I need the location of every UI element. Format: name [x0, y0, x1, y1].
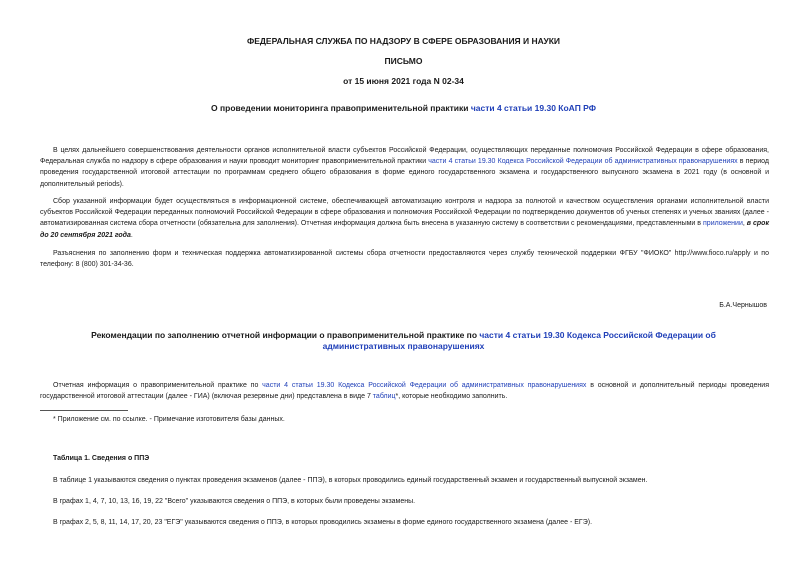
document-subject [0, 103, 807, 113]
tables-link[interactable]: таблиц [372, 393, 396, 401]
paragraph-1-text: В целях дальнейшего совершенствования деятельности органов исполнительной власти субъектов Российской Федерации, осуществляющих переданные полномочия Российской Федерации в сфере образования, Федеральная служба по надзору в сфере образования и науки проводит мониторинг правоприменительной практики [40, 147, 769, 166]
intro-text: Отчетная информация о правоприменительной практике по [53, 382, 263, 389]
appendix-link[interactable]: приложении [703, 220, 743, 228]
document-type: ПИСЬМО [384, 56, 423, 66]
paragraph-2-comma: , [742, 220, 747, 228]
deadline-text: в срок до 20 сентября 2021 года [40, 220, 770, 239]
recommendations-title-text: Рекомендации по заполнению отчетной информации о правоприменительной практике по [91, 330, 480, 340]
footnote-divider [40, 410, 128, 411]
paragraph-1 [40, 145, 769, 190]
intro-text-end: *, которые необходимо заполнить. [395, 393, 508, 401]
paragraph-3: Разъяснения по заполнению форм и техническая поддержка автоматизированной системы сбора отчетности предоставляются через службу технической поддержки ФГБУ "ФИОКО" http://www.fioco.ru/apply и по телефону: 8 (800) 301-34-36. [40, 250, 769, 269]
paragraph-2-text: Сбор указанной информации будет осуществляться в информационной системе, обеспечивающей автоматизацию контроля и надзора за полнотой и качеством осуществления органами исполнительной власти субъектов Российской Федерации переданных полномочий Российской Федерации в сфере образования и полномочия Российской Федерации по подтверждению документов об ученых степенях и ученых званиях (далее - автоматизированная система сбора отчетности (обязательна для заполнения). Отчетная информация должна быть внесена в указанную систему в соответствии с рекомендациями, представленными в [40, 198, 769, 228]
subject-text: О проведении мониторинга правоприменительной практики [211, 103, 471, 113]
table-1-line-1: В таблице 1 указываются сведения о пунктах проведения экзаменов (далее - ППЭ), в которых проводились единый государственный экзамен и государственный выпускной экзамен. [53, 477, 648, 484]
footnote: * Приложение см. по ссылке. - Примечание изготовителя базы данных. [53, 416, 285, 423]
paragraph-1-law-link[interactable]: части 4 статьи 19.30 Кодекса Российской Федерации об административных правонарушениях [428, 158, 738, 166]
intro-law-link[interactable]: части 4 статьи 19.30 Кодекса Российской Федерации об административных правонарушениях [262, 382, 587, 389]
agency-heading: ФЕДЕРАЛЬНАЯ СЛУЖБА ПО НАДЗОРУ В СФЕРЕ ОБРАЗОВАНИЯ И НАУКИ [246, 36, 561, 46]
table-1-heading: Таблица 1. Сведения о ППЭ [53, 455, 150, 462]
table-1-line-2: В графах 1, 4, 7, 10, 13, 16, 19, 22 "Всего" указываются сведения о ППЭ, в которых были проведены экзамены. [53, 498, 416, 505]
recommendations-title [60, 330, 747, 352]
subject-law-link[interactable]: части 4 статьи 19.30 КоАП РФ [470, 103, 596, 113]
paragraph-2 [40, 196, 769, 241]
recommendations-law-link[interactable]: части 4 статьи 19.30 Кодекса Российской Федерации об административных правонарушениях [322, 330, 716, 351]
paragraph-2-end: . [130, 231, 133, 239]
table-1-line-3: В графах 2, 5, 8, 11, 14, 17, 20, 23 "ЕГЭ" указываются сведения о ППЭ, в которых проводились экзамены в форме единого государственного экзамена (далее - ЕГЭ). [53, 519, 593, 526]
signature: Б.А.Чернышов [719, 302, 767, 309]
recommendations-intro [40, 380, 769, 402]
document-date-number: от 15 июня 2021 года N 02-34 [343, 76, 464, 86]
intro-text-mid: в основной и дополнительный периоды проведения государственной итоговой аттестации (далее - ГИА) (включая резервные дни) представлена в виде 7 [40, 382, 769, 401]
paragraph-1-text-end: в период проведения государственной итоговой аттестации по программам среднего общего образования в форме единого государственного экзамена и государственного выпускного экзамена в 2021 году (в основной и дополнительный periods). [40, 158, 769, 188]
